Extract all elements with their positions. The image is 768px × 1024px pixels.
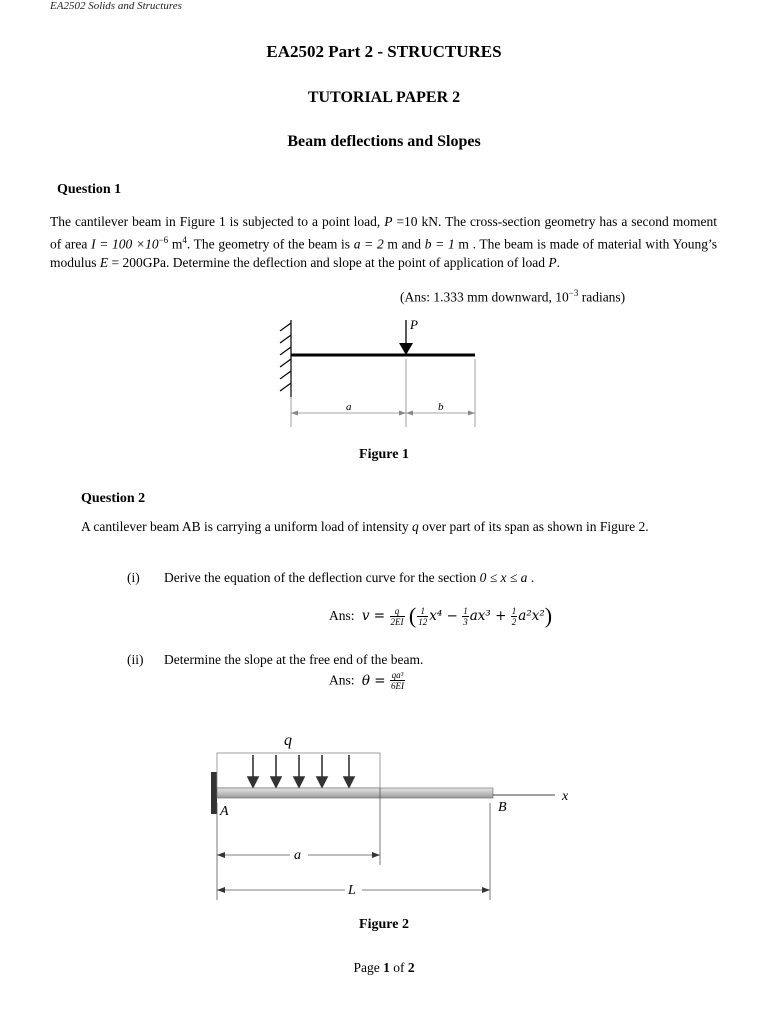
question-2-heading: Question 2: [81, 491, 146, 506]
running-header: EA2502 Solids and Structures: [50, 0, 182, 12]
dimension-lines: [291, 359, 475, 427]
question-1-text: The cantilever beam in Figure 1 is subjected to a point load, P =10 kN. The cross-section geometry has a second moment of area $I = 100 \times 10^{-6}$ $m^4$. The geometry of the beam is a = 2 m and b = 1 m . The beam is made of material with Young’s modulus E = 200GPa. Determine the deflection and slope at the point of application of load P.: [50, 214, 718, 270]
end-label-a: A: [220, 804, 229, 819]
figure-2-diagram: [190, 725, 590, 905]
part-ii-number: (ii): [127, 652, 144, 667]
part-i-number: (i): [127, 570, 140, 585]
question-1-answer: (Ans: 1.333 mm downward, $10^{-3}$ radians): [400, 288, 626, 305]
wall-support: [211, 772, 217, 814]
axis-label-x: x: [562, 789, 569, 804]
document-title: EA2502 Part 2 - STRUCTURES: [266, 42, 502, 61]
figure-1-diagram: [260, 315, 490, 435]
question-1-heading: Question 1: [57, 182, 122, 197]
answer-2: Ans: θ = $\frac{\text{qa³}}{6EI}$: [329, 670, 404, 691]
figure-2-caption: Figure 2: [359, 917, 409, 932]
dim-label-b: b: [438, 401, 444, 413]
distributed-load-arrows: [248, 755, 354, 787]
figure-1-caption: Figure 1: [359, 447, 409, 462]
load-label-p: P: [410, 317, 418, 332]
paper-subtitle: TUTORIAL PAPER 2: [307, 89, 461, 106]
beam: [217, 788, 493, 798]
dim-label-a: a: [294, 848, 301, 863]
topic-title: Beam deflections and Slopes: [287, 133, 481, 150]
page-number: Page 1 of 2: [353, 960, 415, 975]
answer-1: Ans: v = $\frac{q}{2EI}$ ( $\frac{1}{12}$ x⁴ − $\frac{1}{3}$ ax³ + $\frac{1}{2}$ a²x²): [329, 603, 553, 628]
wall-support: [280, 320, 291, 397]
dim-label-l: L: [348, 883, 356, 898]
end-label-b: B: [498, 800, 507, 815]
part-ii-text: Determine the slope at the free end of the beam.: [164, 652, 424, 667]
part-i-text: Derive the equation of the deflection curve for the section 0 ≤ x ≤ a .: [164, 570, 535, 585]
question-2-text: A cantilever beam AB is carrying a uniform load of intensity q over part of its span as shown in Figure 2.: [81, 519, 649, 534]
load-label-q: q: [284, 732, 292, 749]
dim-label-a: a: [346, 401, 352, 413]
